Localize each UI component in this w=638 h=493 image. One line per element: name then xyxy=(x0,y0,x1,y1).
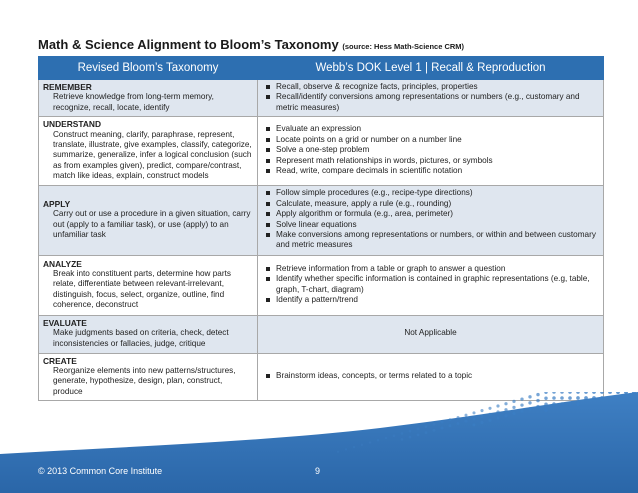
dok-item: Make conversions among representations or numbers, or within and between customary and metric measures xyxy=(262,230,599,251)
dok-item: Represent math relationships in words, pictures, or symbols xyxy=(262,156,599,166)
dok-item: Evaluate an expression xyxy=(262,124,599,134)
dok-list xyxy=(262,124,599,176)
bloom-level: UNDERSTAND xyxy=(43,119,102,130)
dok-item: Retrieve information from a table or graph to answer a question xyxy=(262,264,599,274)
footer-copyright: © 2013 Common Core Institute xyxy=(38,466,163,476)
title-source: (source: Hess Math-Science CRM) xyxy=(342,42,465,51)
dok-item: Identify whether specific information is contained in graphic representations (e.g, table, graph, T-chart, diagram) xyxy=(262,274,599,295)
table-row-understand xyxy=(39,117,604,185)
bloom-description: Construct meaning, clarify, paraphrase, represent, translate, illustrate, give examples, classify, categorize, summarize, generalize, infer a logical conclusion (such as from examples given), predict, compare/contrast, match like ideas, explain, construct models xyxy=(53,129,252,181)
dok-list xyxy=(262,82,599,113)
dok-item: Calculate, measure, apply a rule (e.g., rounding) xyxy=(262,199,599,209)
bloom-cell xyxy=(39,315,258,353)
dok-item: Solve linear equations xyxy=(262,220,599,230)
bloom-cell xyxy=(39,185,258,255)
dok-item: Apply algorithm or formula (e.g., area, perimeter) xyxy=(262,209,599,219)
table-header-row xyxy=(39,57,604,80)
bloom-description: Carry out or use a procedure in a given situation, carry out (apply to a familiar task), or use (apply) to an unfamiliar task xyxy=(53,209,251,240)
dok-cell xyxy=(258,185,604,255)
dok-item: Brainstorm ideas, concepts, or terms related to a topic xyxy=(262,371,599,381)
bloom-cell xyxy=(39,80,258,117)
page-title xyxy=(38,37,464,52)
dok-item: Solve a one-step problem xyxy=(262,145,599,155)
dok-not-applicable: Not Applicable xyxy=(258,315,604,353)
title-main: Math & Science Alignment to Bloom’s Taxonomy xyxy=(38,37,339,52)
table-row-remember xyxy=(39,80,604,117)
dok-list xyxy=(262,264,599,306)
bloom-cell xyxy=(39,117,258,185)
dok-item: Follow simple procedures (e.g., recipe-type directions) xyxy=(262,188,599,198)
bloom-level: EVALUATE xyxy=(43,318,87,329)
header-blooms: Revised Bloom’s Taxonomy xyxy=(39,57,258,80)
dok-list xyxy=(262,188,599,250)
dok-item: Identify a pattern/trend xyxy=(262,295,599,305)
bloom-description: Retrieve knowledge from long-term memory, recognize, recall, locate, identify xyxy=(53,92,214,112)
table-row-apply xyxy=(39,185,604,255)
dok-item: Recall/identify conversions among representations or numbers (e.g., customary and metric measures) xyxy=(262,92,599,113)
table-row-evaluate xyxy=(39,315,604,353)
bloom-description: Reorganize elements into new patterns/structures, generate, hypothesize, design, plan, construct, produce xyxy=(53,366,236,396)
dok-item: Read, write, compare decimals in scientific notation xyxy=(262,166,599,176)
bloom-level: APPLY xyxy=(43,198,71,209)
bloom-cell xyxy=(39,255,258,315)
header-webbs-dok: Webb’s DOK Level 1 | Recall & Reproduction xyxy=(258,57,604,80)
dok-item: Recall, observe & recognize facts, principles, properties xyxy=(262,82,599,92)
table-row-analyze xyxy=(39,255,604,315)
footer-dot-pattern xyxy=(0,392,638,493)
dok-list xyxy=(262,371,599,381)
footer-page-number: 9 xyxy=(315,466,321,476)
bloom-level: ANALYZE xyxy=(43,258,82,269)
bloom-description: Make judgments based on criteria, check, detect inconsistencies or fallacies, judge, critique xyxy=(53,328,229,348)
bloom-level: CREATE xyxy=(43,355,77,366)
dok-cell xyxy=(258,255,604,315)
dok-item: Locate points on a grid or number on a number line xyxy=(262,135,599,145)
bloom-level: REMEMBER xyxy=(43,82,92,92)
dok-cell xyxy=(258,117,604,185)
bloom-description: Break into constituent parts, determine how parts relate, differentiate between relevant-irrelevant, distinguish, focus, select, organize, outline, find coherence, deconstruct xyxy=(53,269,231,310)
dok-cell xyxy=(258,80,604,117)
alignment-table xyxy=(38,56,604,401)
